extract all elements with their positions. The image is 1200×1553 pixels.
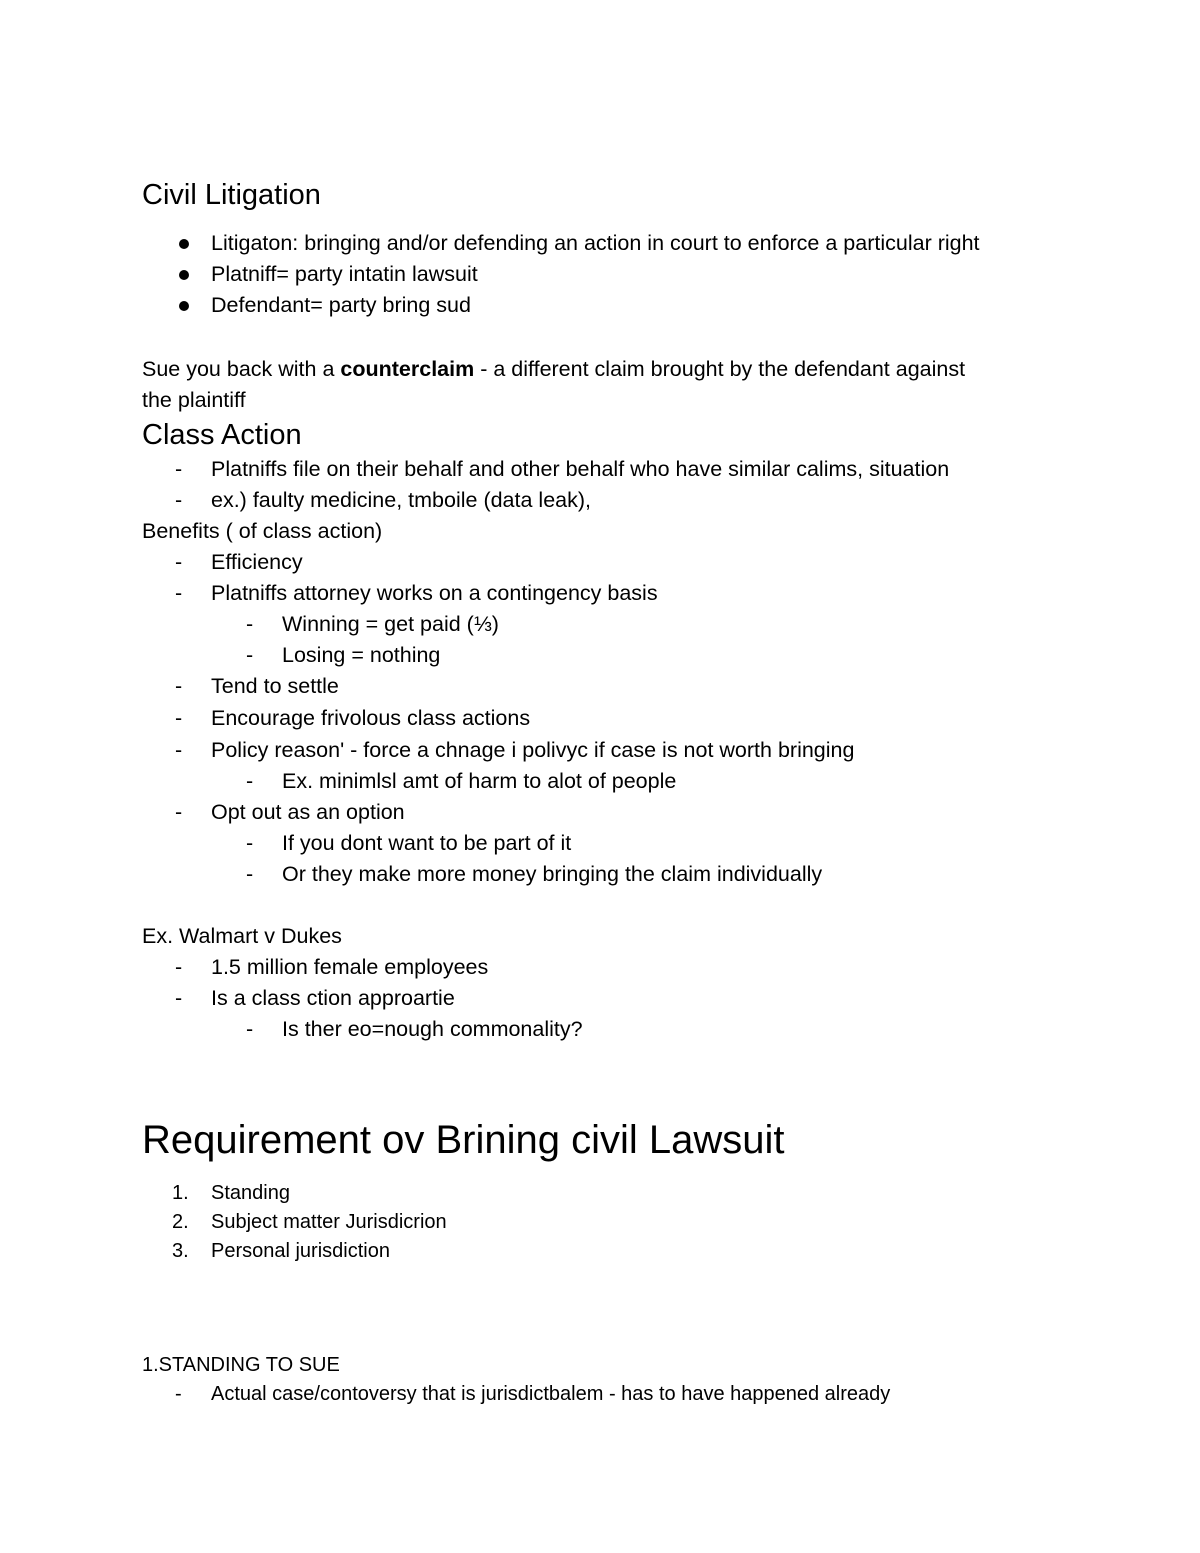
- dash-marker: -: [246, 831, 254, 855]
- bullet-icon: [179, 301, 189, 311]
- list-item: Tend to settle: [211, 674, 339, 698]
- list-item: Is ther eo=nough commonality?: [282, 1017, 583, 1041]
- dash-marker: -: [175, 800, 183, 824]
- list-number: 3.: [172, 1240, 189, 1262]
- heading-civil-litigation: Civil Litigation: [142, 179, 321, 211]
- list-item: Litigaton: bringing and/or defending an action in court to enforce a particular right: [211, 231, 980, 255]
- list-item: Winning = get paid (⅓): [282, 612, 499, 636]
- list-item: Ex. minimlsl amt of harm to alot of people: [282, 769, 677, 793]
- list-item: Standing: [211, 1182, 290, 1204]
- list-number: 1.: [172, 1182, 189, 1204]
- counterclaim-paragraph: [142, 354, 965, 385]
- bullet-icon: [179, 270, 189, 280]
- list-item: ex.) faulty medicine, tmboile (data leak),: [211, 488, 591, 512]
- dash-marker: -: [175, 955, 183, 979]
- dash-marker: -: [175, 674, 183, 698]
- dash-marker: -: [175, 706, 183, 730]
- heading-class-action: Class Action: [142, 419, 302, 451]
- dash-marker: -: [175, 457, 183, 481]
- list-item: Losing = nothing: [282, 643, 441, 667]
- list-item: Opt out as an option: [211, 800, 405, 824]
- dash-marker: -: [175, 738, 183, 762]
- list-item: Policy reason' - force a chnage i polivyc if case is not worth bringing: [211, 738, 855, 762]
- list-item: Personal jurisdiction: [211, 1240, 390, 1262]
- list-item: Platniffs file on their behalf and other behalf who have similar calims, situation: [211, 457, 950, 481]
- dash-marker: -: [175, 986, 183, 1010]
- counterclaim-text-pre: Sue you back with a: [142, 357, 341, 381]
- list-item: Or they make more money bringing the claim individually: [282, 862, 823, 886]
- list-item: If you dont want to be part of it: [282, 831, 572, 855]
- counterclaim-text-post: - a different claim brought by the defendant against: [474, 357, 966, 381]
- list-item: Subject matter Jurisdicrion: [211, 1211, 447, 1233]
- list-item: 1.5 million female employees: [211, 955, 489, 979]
- list-item: Platniffs attorney works on a contingency basis: [211, 581, 658, 605]
- standing-heading: 1.STANDING TO SUE: [142, 1354, 340, 1376]
- dash-marker: -: [175, 550, 183, 574]
- example-heading: Ex. Walmart v Dukes: [142, 924, 342, 948]
- counterclaim-term: counterclaim: [340, 357, 475, 381]
- heading-requirements: Requirement ov Brining civil Lawsuit: [142, 1118, 785, 1162]
- counterclaim-paragraph-line2: the plaintiff: [142, 388, 246, 412]
- bullet-icon: [179, 239, 189, 249]
- list-item: Efficiency: [211, 550, 303, 574]
- dash-marker: -: [246, 769, 254, 793]
- dash-marker: -: [246, 612, 254, 636]
- list-item: Defendant= party bring sud: [211, 293, 471, 317]
- benefits-heading: Benefits ( of class action): [142, 519, 383, 543]
- dash-marker: -: [175, 1383, 182, 1405]
- list-number: 2.: [172, 1211, 189, 1233]
- list-item: Is a class ction approartie: [211, 986, 455, 1010]
- dash-marker: -: [246, 862, 254, 886]
- dash-marker: -: [175, 488, 183, 512]
- dash-marker: -: [175, 581, 183, 605]
- dash-marker: -: [246, 1017, 254, 1041]
- list-item: Platniff= party intatin lawsuit: [211, 262, 478, 286]
- list-item: Encourage frivolous class actions: [211, 706, 531, 730]
- list-item: Actual case/contoversy that is jurisdictbalem - has to have happened already: [211, 1383, 891, 1405]
- dash-marker: -: [246, 643, 254, 667]
